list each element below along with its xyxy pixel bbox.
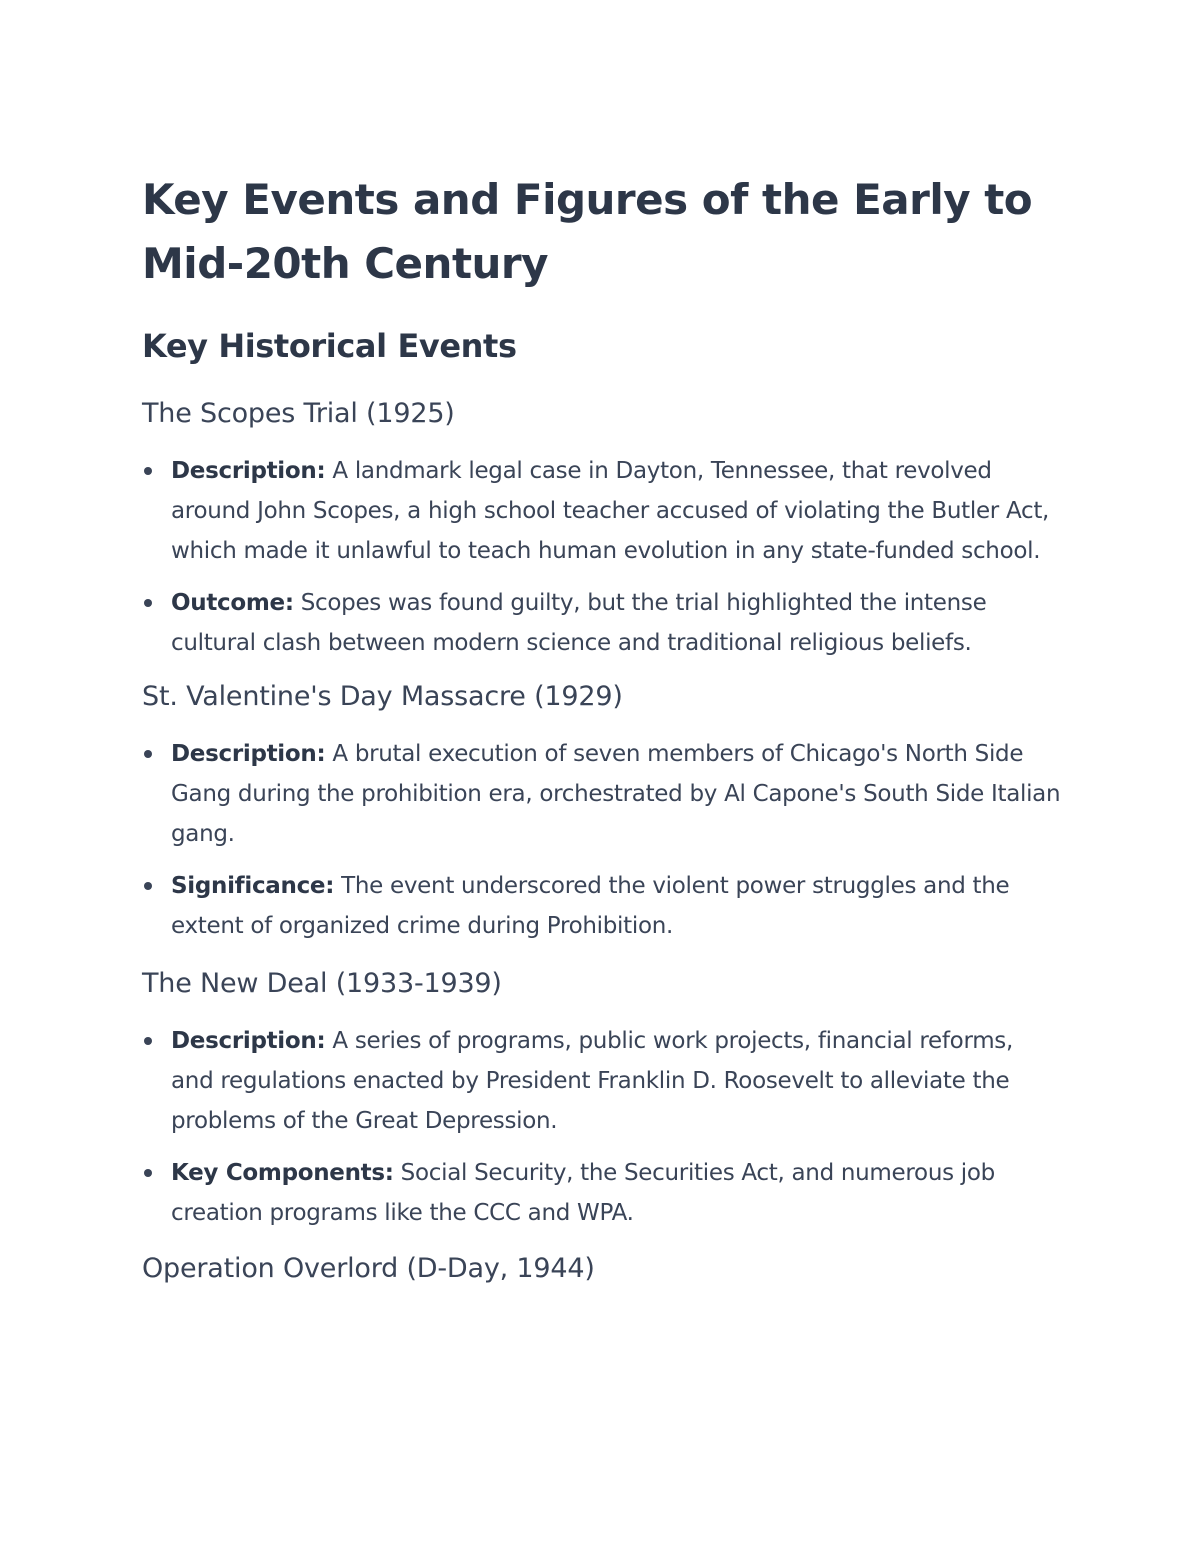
item-text: A series of programs, public work projects, financial reforms, and regulations enacted by President Franklin D. Roosevelt to alleviate the problems of the Great Depression.: [171, 1028, 1014, 1134]
event-details-list: [142, 451, 1062, 663]
event-heading: St. Valentine's Day Massacre (1929): [142, 681, 623, 712]
event-heading: The Scopes Trial (1925): [142, 398, 455, 429]
event-st-valentines-day-massacre: [142, 677, 1062, 946]
event-heading: The New Deal (1933-1939): [142, 968, 502, 999]
list-item: [142, 1153, 1062, 1233]
document-page: [142, 168, 1062, 1289]
bullet-icon: [144, 750, 152, 758]
item-label: Outcome:: [171, 590, 294, 616]
section-heading: Key Historical Events: [142, 327, 517, 365]
event-new-deal: [142, 964, 1062, 1233]
bullet-icon: [144, 1037, 152, 1045]
bullet-icon: [144, 882, 152, 890]
bullet-icon: [144, 599, 152, 607]
list-item: [142, 1021, 1062, 1141]
event-scopes-trial: [142, 394, 1062, 663]
item-label: Description:: [171, 458, 326, 484]
item-label: Description:: [171, 741, 326, 767]
bullet-icon: [144, 467, 152, 475]
list-item: [142, 866, 1062, 946]
item-text: Social Security, the Securities Act, and numerous job creation programs like the CCC and WPA.: [171, 1160, 995, 1226]
event-details-list: [142, 734, 1062, 946]
event-heading: Operation Overlord (D-Day, 1944): [142, 1253, 595, 1284]
item-label: Key Components:: [171, 1160, 394, 1186]
event-details-list: [142, 1021, 1062, 1233]
bullet-icon: [144, 1169, 152, 1177]
item-text: A brutal execution of seven members of Chicago's North Side Gang during the prohibition era, orchestrated by Al Capone's South Side Italian gang.: [171, 741, 1061, 847]
list-item: [142, 734, 1062, 854]
item-text: Scopes was found guilty, but the trial highlighted the intense cultural clash between modern science and traditional religious beliefs.: [171, 590, 987, 656]
item-text: The event underscored the violent power struggles and the extent of organized crime during Prohibition.: [171, 873, 1010, 939]
item-text: A landmark legal case in Dayton, Tennessee, that revolved around John Scopes, a high school teacher accused of violating the Butler Act, which made it unlawful to teach human evolution in any state-funded school.: [171, 458, 1050, 564]
event-operation-overlord: [142, 1249, 1062, 1289]
page-title: Key Events and Figures of the Early to Mid-20th Century: [142, 175, 1033, 288]
item-label: Significance:: [171, 873, 335, 899]
item-label: Description:: [171, 1028, 326, 1054]
list-item: [142, 451, 1062, 571]
list-item: [142, 583, 1062, 663]
